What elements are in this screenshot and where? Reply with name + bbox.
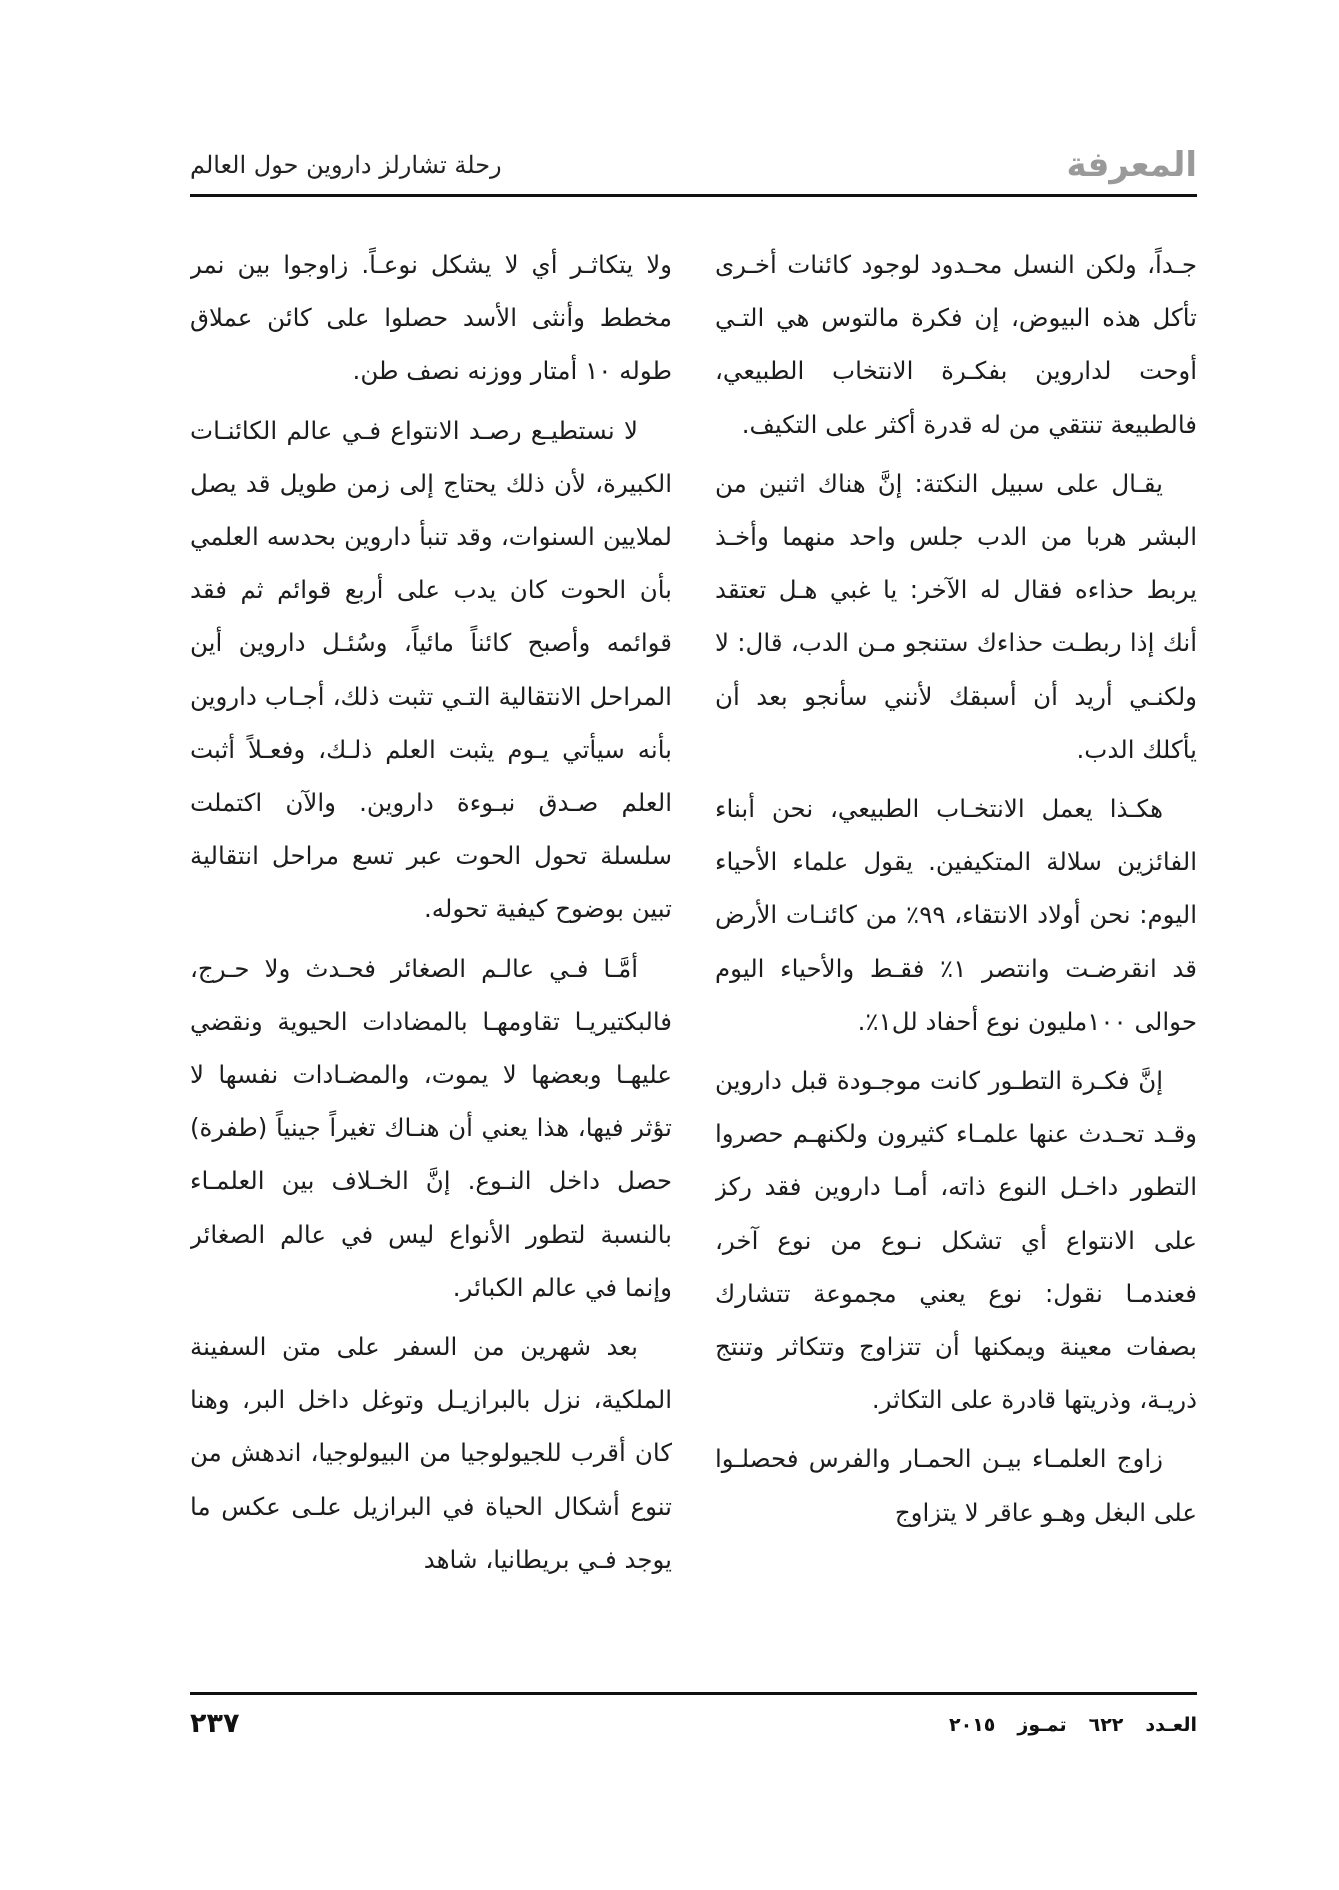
magazine-logo: المعرفة	[1066, 145, 1197, 185]
paragraph: أمَّـا فـي عالـم الصغائر فحـدث ولا حـرج، فالبكتيريـا تقاومهـا بالمضادات الحيوية ونقضي عليهـا وبعضها لا يموت، والمضـادات نفسها لا تؤثر فيها، هذا يعني أن هنـاك تغيراً جينياً (طفرة) حصل داخل النـوع. إنَّ الخـلاف بين العلمـاء بالنسبة لتطور الأنواع ليس في عالم الصغائر وإنما في عالم الكبائر.	[190, 953, 672, 1302]
paragraph: يقـال على سبيل النكتة: إنَّ هناك اثنين من البشر هربا من الدب جلس واحد منهما وأخـذ يربط حذاءه فقال له الآخر: يا غبي هـل تعتقد أنك إذا ربطـت حذاءك ستنجو مـن الدب، قال: لا ولكنـي أريد أن أسبقك لأنني سأنجو بعد أن يأكلك الدب.	[715, 468, 1197, 764]
paragraph: جـداً، ولكن النسل محـدود لوجود كائنات أخـرى تأكل هذه البيوض، إن فكرة مالتوس هي التـي أوحت لداروين بفكـرة الانتخاب الطبيعي، فالطبيعة تنتقي من له قدرة أكثر على التكيف.	[715, 250, 1197, 439]
issue-year: ٢٠١٥	[949, 1714, 996, 1736]
top-divider	[190, 194, 1197, 197]
text-column-right	[715, 238, 1197, 1668]
issue-month: تمـوز	[1017, 1714, 1067, 1736]
paragraph: ولا يتكاثـر أي لا يشكل نوعـاً. زاوجوا بين نمر مخطط وأنثى الأسد حصلوا على كائن عملاق طوله ١٠ أمتار ووزنه نصف طن.	[190, 250, 672, 386]
text-column-left	[190, 238, 672, 1668]
issue-label: العـدد	[1145, 1714, 1197, 1736]
bottom-divider	[190, 1692, 1197, 1695]
issue-info	[949, 1714, 1197, 1736]
paragraph: إنَّ فكـرة التطـور كانت موجـودة قبل داروين وقـد تحـدث عنها علمـاء كثيرون ولكنهـم حصروا التطور داخـل النوع ذاته، أمـا داروين فقد ركز على الانتواع أي تشكل نـوع من نوع آخر، فعندمـا نقول: نوع يعني مجموعة تتشارك بصفات معينة ويمكنها أن تتزاوج وتتكاثر وتنتج ذريـة، وذريتها قادرة على التكاثر.	[715, 1066, 1197, 1415]
running-title: رحلة تشارلز داروين حول العالم	[190, 151, 502, 179]
paragraph: هكـذا يعمل الانتخـاب الطبيعي، نحن أبناء الفائزين سلالة المتكيفين. يقول علماء الأحياء اليوم: نحن أولاد الانتقاء، ٩٩٪ من كائنـات الأرض قد انقرضـت وانتصر ١٪ فقـط والأحياء اليوم حوالى ١٠٠مليون نوع أحفاد لل١٪.	[715, 794, 1197, 1036]
paragraph: زاوج العلمـاء بيـن الحمـار والفرس فحصلـوا على البغل وهـو عاقر لا يتزاوج	[715, 1444, 1197, 1527]
issue-number: ٦٢٢	[1088, 1714, 1124, 1736]
paragraph: بعد شهرين من السفر على متن السفينة الملكية، نزل بالبرازيـل وتوغل داخل البر، وهنا كان أقرب للجيولوجيا من البيولوجيا، اندهش من تنوع أشكال الحياة في البرازيل علـى عكس ما يوجد فـي بريطانيا، شاهد	[190, 1332, 672, 1574]
page-number: ٢٣٧	[190, 1708, 240, 1739]
paragraph: لا نستطيـع رصـد الانتواع فـي عالم الكائنـات الكبيرة، لأن ذلك يحتاج إلى زمن طويل قد يصل لملايين السنوات، وقد تنبأ داروين بحدسه العلمي بأن الحوت كان يدب على أربع قوائم ثم فقد قوائمه وأصبح كائناً مائياً، وسُئـل داروين أين المراحل الانتقالية التـي تثبت ذلك، أجـاب داروين بأنه سيأتي يـوم يثبت العلم ذلـك، وفعـلاً أثبت العلم صـدق نبـوءة داروين. والآن اكتملت سلسلة تحول الحوت عبر تسع مراحل انتقالية تبين بوضوح كيفية تحوله.	[190, 415, 672, 924]
